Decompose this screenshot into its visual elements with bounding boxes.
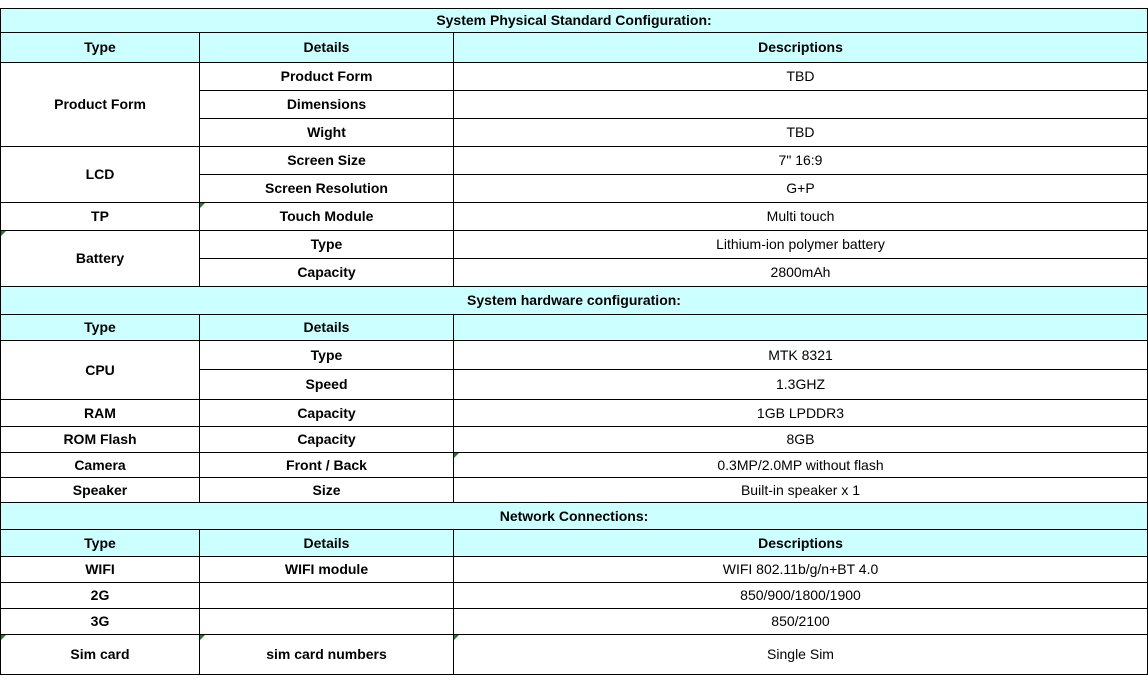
type-cell: LCD xyxy=(1,147,200,203)
header-details: Details xyxy=(200,33,454,63)
type-cell: TP xyxy=(1,203,200,231)
type-cell: Battery xyxy=(1,231,200,287)
header-type: Type xyxy=(1,530,200,557)
description-cell: 850/2100 xyxy=(454,609,1148,635)
description-cell xyxy=(454,91,1148,119)
table-row xyxy=(1,341,1148,370)
description-cell: 1GB LPDDR3 xyxy=(454,400,1148,427)
type-cell: 2G xyxy=(1,583,200,609)
table-row xyxy=(1,231,1148,259)
section-title: System Physical Standard Configuration: xyxy=(1,9,1148,33)
table-row xyxy=(1,427,1148,453)
detail-cell: WIFI module xyxy=(200,557,454,583)
detail-cell: Capacity xyxy=(200,427,454,453)
description-cell: Lithium-ion polymer battery xyxy=(454,231,1148,259)
type-cell: WIFI xyxy=(1,557,200,583)
section-title-row xyxy=(1,503,1148,530)
detail-cell xyxy=(200,583,454,609)
table-row xyxy=(1,63,1148,91)
header-type: Type xyxy=(1,315,200,341)
header-descriptions xyxy=(454,315,1148,341)
type-cell: Camera xyxy=(1,453,200,478)
description-cell: Single Sim xyxy=(454,635,1148,675)
detail-cell: Type xyxy=(200,341,454,370)
detail-cell: Size xyxy=(200,478,454,503)
table-row xyxy=(1,635,1148,675)
table-row xyxy=(1,400,1148,427)
detail-cell: Capacity xyxy=(200,259,454,287)
detail-cell: sim card numbers xyxy=(200,635,454,675)
detail-cell: Touch Module xyxy=(200,203,454,231)
header-descriptions: Descriptions xyxy=(454,33,1148,63)
column-header-row xyxy=(1,315,1148,341)
type-cell: Speaker xyxy=(1,478,200,503)
table-row xyxy=(1,583,1148,609)
section-title: Network Connections: xyxy=(1,503,1148,530)
detail-cell xyxy=(200,609,454,635)
description-cell: Built-in speaker x 1 xyxy=(454,478,1148,503)
description-cell: G+P xyxy=(454,175,1148,203)
type-cell: 3G xyxy=(1,609,200,635)
description-cell: 850/900/1800/1900 xyxy=(454,583,1148,609)
detail-cell: Screen Resolution xyxy=(200,175,454,203)
table-row xyxy=(1,147,1148,175)
detail-cell: Wight xyxy=(200,119,454,147)
description-cell: MTK 8321 xyxy=(454,341,1148,370)
type-cell: Sim card xyxy=(1,635,200,675)
detail-cell: Product Form xyxy=(200,63,454,91)
spec-table xyxy=(0,8,1148,675)
table-row xyxy=(1,453,1148,478)
table-row xyxy=(1,478,1148,503)
header-details: Details xyxy=(200,530,454,557)
description-cell: WIFI 802.11b/g/n+BT 4.0 xyxy=(454,557,1148,583)
description-cell: TBD xyxy=(454,119,1148,147)
detail-cell: Screen Size xyxy=(200,147,454,175)
type-cell: CPU xyxy=(1,341,200,400)
description-cell: 1.3GHZ xyxy=(454,370,1148,400)
table-row xyxy=(1,203,1148,231)
detail-cell: Type xyxy=(200,231,454,259)
table-row xyxy=(1,609,1148,635)
section-title-row xyxy=(1,287,1148,315)
detail-cell: Speed xyxy=(200,370,454,400)
header-type: Type xyxy=(1,33,200,63)
table-row xyxy=(1,557,1148,583)
description-cell: 0.3MP/2.0MP without flash xyxy=(454,453,1148,478)
header-details: Details xyxy=(200,315,454,341)
column-header-row xyxy=(1,33,1148,63)
description-cell: 7" 16:9 xyxy=(454,147,1148,175)
section-title: System hardware configuration: xyxy=(1,287,1148,315)
description-cell: Multi touch xyxy=(454,203,1148,231)
type-cell: ROM Flash xyxy=(1,427,200,453)
description-cell: 8GB xyxy=(454,427,1148,453)
header-descriptions: Descriptions xyxy=(454,530,1148,557)
type-cell: Product Form xyxy=(1,63,200,147)
column-header-row xyxy=(1,530,1148,557)
detail-cell: Capacity xyxy=(200,400,454,427)
type-cell: RAM xyxy=(1,400,200,427)
detail-cell: Dimensions xyxy=(200,91,454,119)
detail-cell: Front / Back xyxy=(200,453,454,478)
section-title-row xyxy=(1,9,1148,33)
description-cell: 2800mAh xyxy=(454,259,1148,287)
description-cell: TBD xyxy=(454,63,1148,91)
